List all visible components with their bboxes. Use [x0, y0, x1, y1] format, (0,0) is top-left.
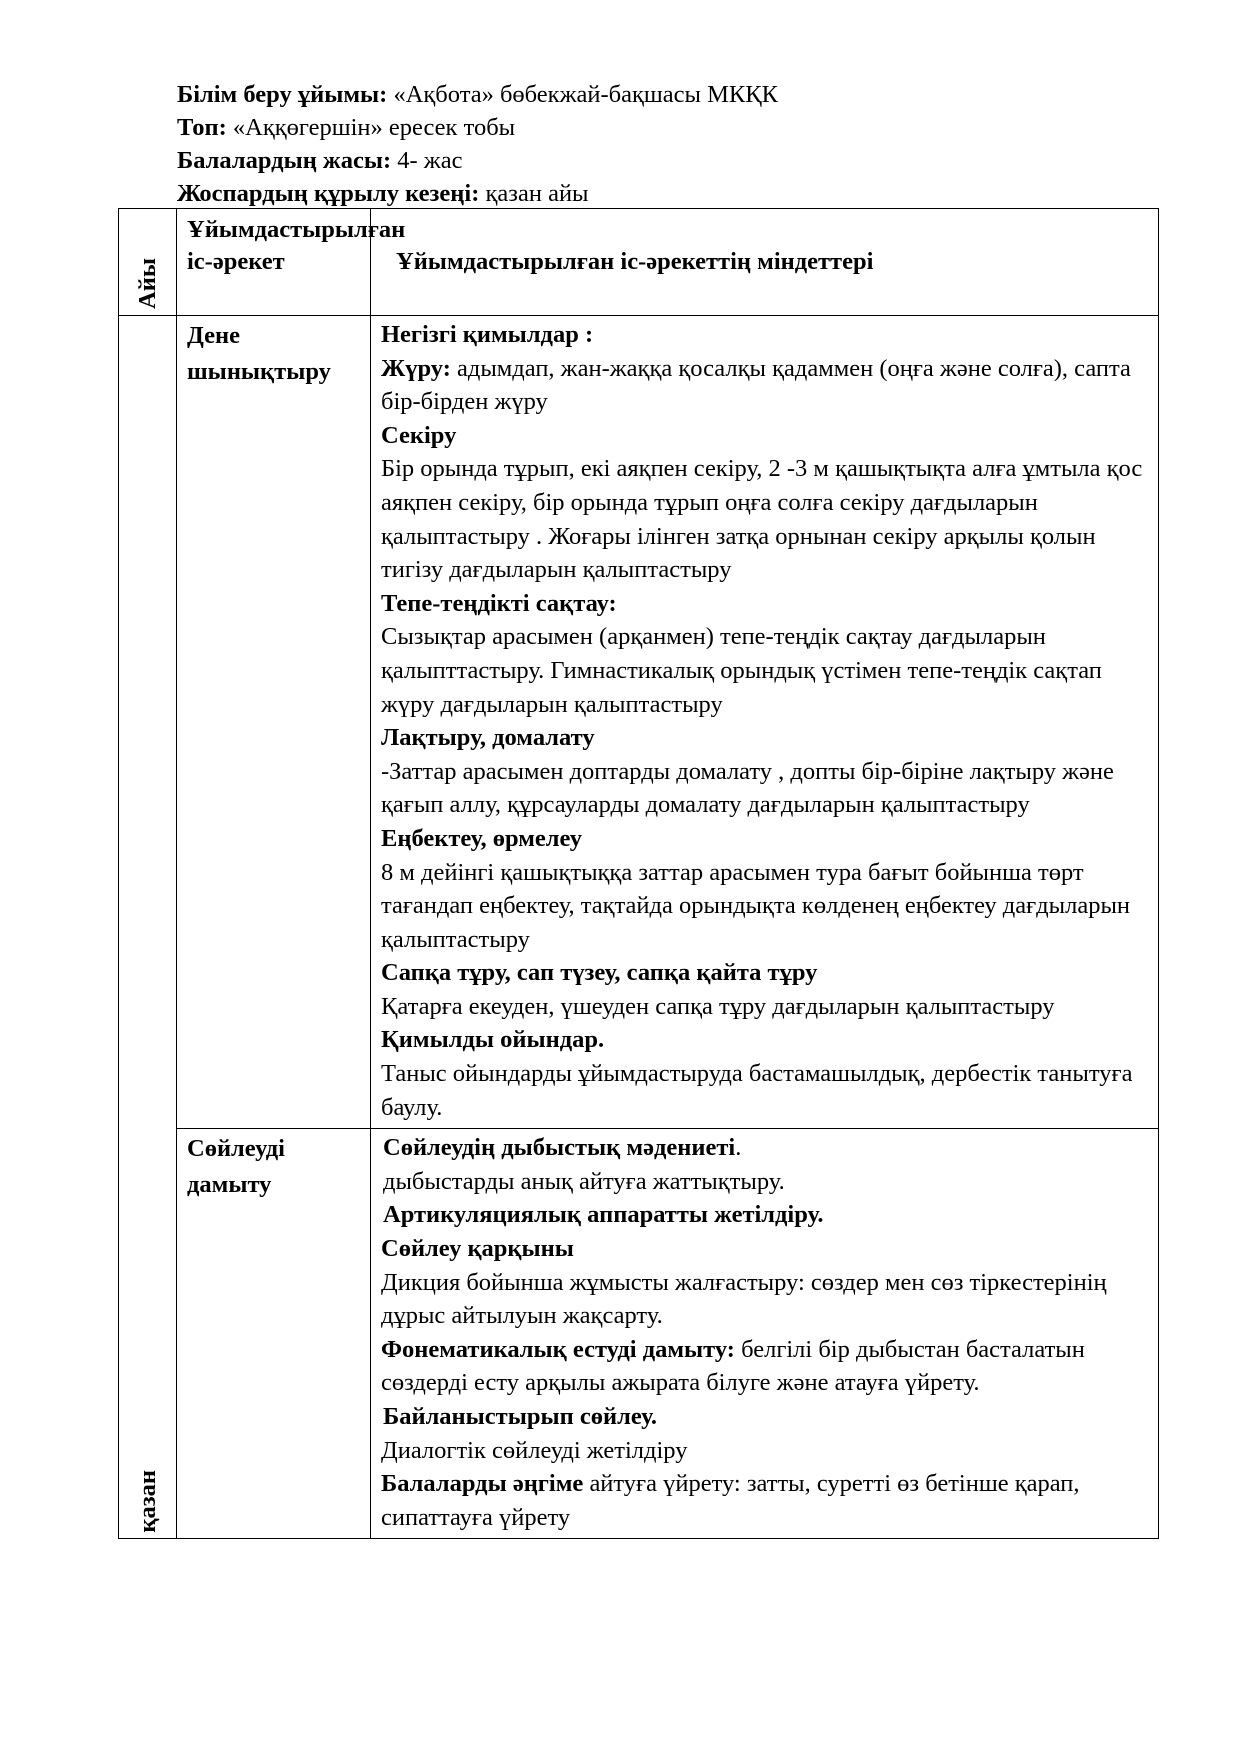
task-line: Жүру: адымдап, жан-жаққа қосалқы қадаммен (оңға және солға), сапта бір-бірден жүру	[381, 354, 1131, 416]
age-label: Балалардың жасы:	[177, 147, 392, 174]
task-line: Балаларды әңгіме айтуға үйрету: затты, суретті өз бетінше қарап, сипаттауға үйрету	[381, 1470, 1080, 1531]
month-header-cell	[119, 209, 177, 316]
task-line: Сапқа тұру, сап түзеу, сапқа қайта тұру	[381, 959, 818, 987]
task-line: Секіру	[381, 421, 457, 449]
tasks-cell	[371, 316, 1159, 1129]
table-row	[119, 316, 1159, 1129]
plan-table	[118, 208, 1159, 1539]
table-header-row	[119, 209, 1159, 316]
document-header	[177, 78, 778, 210]
tasks-cell	[371, 1129, 1159, 1539]
task-line: Негізгі қимылдар :	[381, 321, 594, 348]
org-line	[177, 78, 778, 111]
group-line	[177, 111, 778, 144]
task-line: Диалогтік сөйлеуді жетілдіру	[381, 1436, 688, 1464]
age-line	[177, 144, 778, 177]
task-line: -Заттар арасымен доптарды домалату , допты бір-біріне лақтыру және қағып аллу, құрсауларды домалату дағдыларын қалыптастыру	[381, 757, 1114, 819]
task-line: Тепе-теңдікті сақтау:	[381, 589, 617, 617]
task-line: Бір орында тұрып, екі аяқпен секіру, 2 -3 м қашықтықта алға ұмтыла қос аяқпен секіру, бір орында тұрып оңға солға секіру дағдыларын қалыптастыру . Жоғары ілінген затқа орнынан секіру арқылы қолын тигізу дағдыларын қалыптастыру	[381, 455, 1143, 584]
task-line: Лақтыру, домалату	[381, 724, 595, 752]
age-value: 4- жас	[391, 147, 463, 174]
period-line	[177, 177, 778, 210]
org-label: Білім беру ұйымы:	[177, 81, 388, 108]
task-line: Артикуляциялық аппаратты жетілдіру.	[383, 1201, 824, 1229]
task-line: Сызықтар арасымен (арқанмен) тепе-теңдік сақтау дағдыларын қалыпттастыру. Гимнастикалық орындық үстімен тепе-теңдік сақтап жүру дағдыларын қалыптастыру	[381, 623, 1102, 718]
table-row	[119, 1129, 1159, 1539]
tasks-header-cell: Ұйымдастырылған іс-әрекеттің міндеттері	[371, 209, 1159, 316]
activity-header-cell: Ұйымдастырылған іс-әрекет	[177, 209, 371, 316]
task-line: дыбыстарды анық айтуға жаттықтыру.	[383, 1167, 785, 1195]
task-line: Қатарға екеуден, үшеуден сапқа тұру дағдыларын қалыптастыру	[381, 992, 1055, 1020]
group-label: Топ:	[177, 114, 227, 141]
task-line: Дикция бойынша жұмысты жалғастыру: сөздер мен сөз тіркестерінің дұрыс айтылуын жақсарту.	[381, 1268, 1107, 1330]
month-value: қазан	[134, 1469, 161, 1533]
task-line: Қимылды ойындар.	[381, 1026, 605, 1054]
month-header-label: Айы	[134, 258, 161, 309]
org-value: «Ақбота» бөбекжай-бақшасы МКҚК	[387, 81, 778, 108]
task-line: Еңбектеу, өрмелеу	[381, 824, 583, 852]
task-line: Фонематикалық естуді дамыту: белгілі бір дыбыстан басталатын сөздерді есту арқылы ажырата білуге және атауға үйрету.	[381, 1335, 1085, 1397]
period-label: Жоспардың құрылу кезеңі:	[177, 180, 480, 207]
task-line: Байланыстырып сөйлеу.	[383, 1403, 658, 1430]
activity-name: Дене шынықтыру	[177, 316, 371, 1129]
task-line: Сөйлеудің дыбыстық мәдениеті.	[383, 1134, 742, 1162]
month-cell	[119, 316, 177, 1539]
group-value: «Аққөгершін» ересек тобы	[226, 114, 516, 141]
task-line: Сөйлеу қарқыны	[381, 1235, 574, 1263]
task-line: Таныс ойындарды ұйымдастыруда бастамашылдық, дербестік танытуға баулу.	[381, 1060, 1133, 1121]
period-value: қазан айы	[479, 180, 589, 207]
activity-name: Сөйлеуді дамыту	[177, 1129, 371, 1539]
task-line: 8 м дейінгі қашықтыққа заттар арасымен тура бағыт бойынша төрт тағандап еңбектеу, тақтайда орындықта көлденең еңбектеу дағдыларын қалыптастыру	[381, 858, 1131, 953]
